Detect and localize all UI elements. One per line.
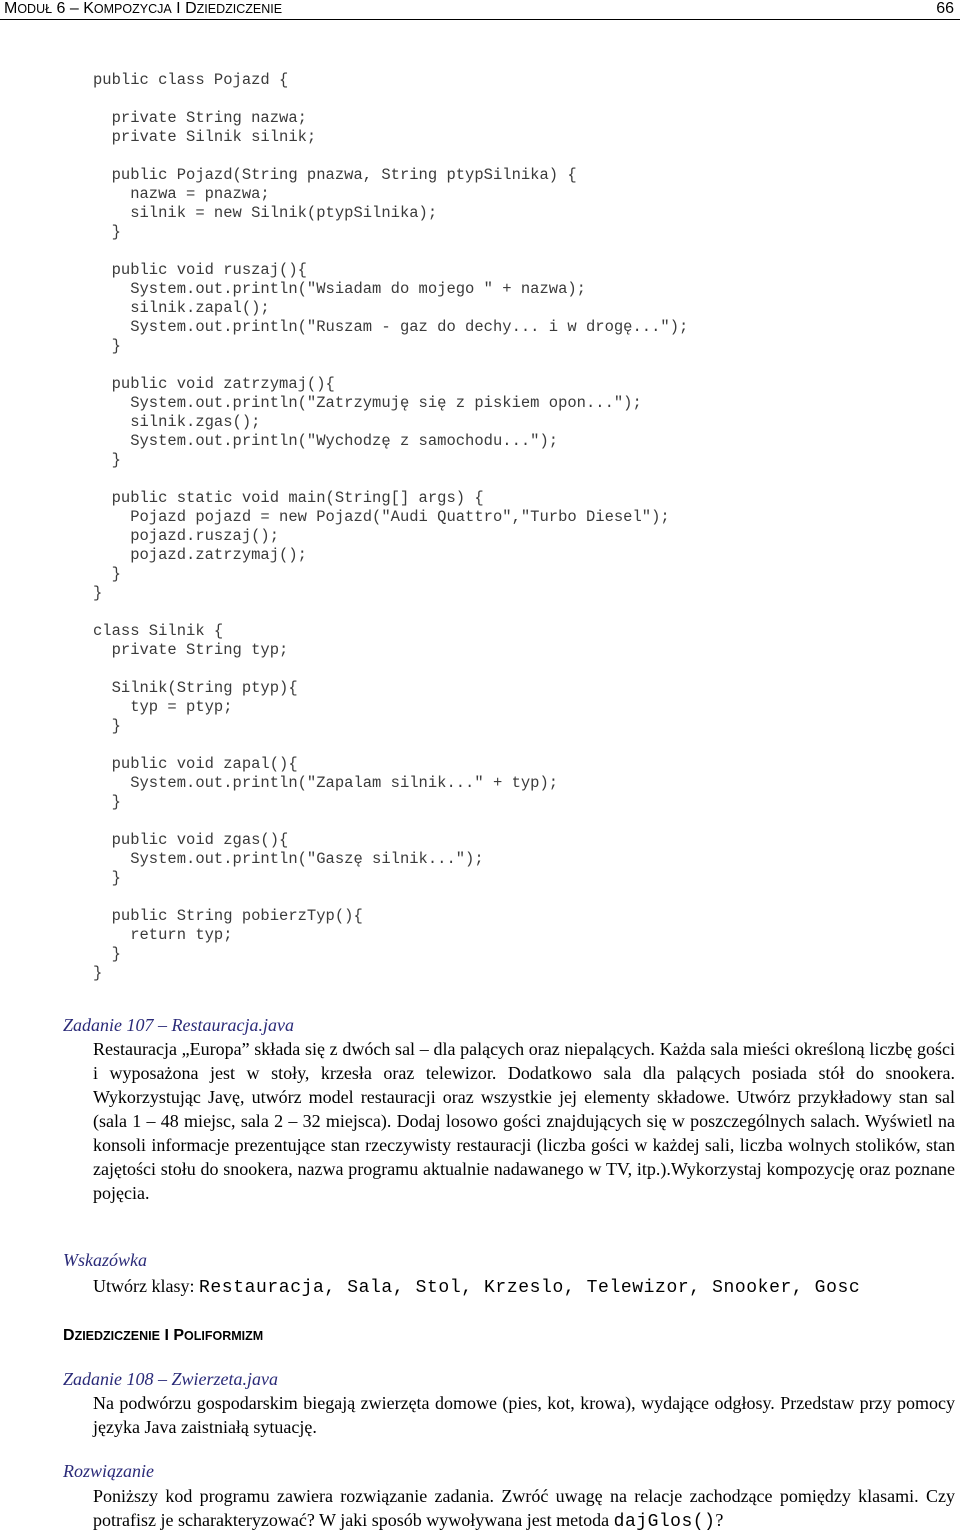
code-line: } xyxy=(93,451,121,469)
code-line: Pojazd pojazd = new Pojazd("Audi Quattro","Turbo Diesel"); xyxy=(93,508,670,526)
module-title: MODUŁ 6 – KOMPOZYCJA I DZIEDZICZENIE xyxy=(4,0,283,17)
code-line xyxy=(93,736,688,755)
code-line: System.out.println("Gaszę silnik..."); xyxy=(93,850,484,868)
hint-prefix: Utwórz klasy: xyxy=(93,1276,199,1296)
code-line xyxy=(93,603,688,622)
task-108-body: Na podwórzu gospodarskim biegają zwierzęta domowe (pies, kot, krowa), wydające odgłosy. Przedstaw przy pomocy języka Java zaistniałą sytuację. xyxy=(93,1393,955,1437)
method-name: dajGlos() xyxy=(613,1512,716,1532)
code-line: } xyxy=(93,337,121,355)
code-line xyxy=(93,147,688,166)
header-rule xyxy=(0,19,960,20)
hint-class-list: Restauracja, Sala, Stol, Krzeslo, Telewizor, Snooker, Gosc xyxy=(198,1278,861,1298)
solution-text: Poniższy kod programu zawiera rozwiązanie zadania. Zwróć uwagę na relacje zachodzące pomiędzy klasami. Czy potrafisz je scharakteryzować? W jaki sposób wywoływana jest metoda xyxy=(93,1486,955,1530)
code-line: } xyxy=(93,584,103,602)
code-line: System.out.println("Wsiadam do mojego " + nazwa); xyxy=(93,280,586,298)
code-line: private String typ; xyxy=(93,641,289,659)
code-line: System.out.println("Wychodzę z samochodu..."); xyxy=(93,432,559,450)
page-header xyxy=(0,0,960,20)
code-line: public static void main(String[] args) { xyxy=(93,489,484,507)
code-line: silnik.zgas(); xyxy=(93,413,261,431)
code-block xyxy=(93,71,688,983)
task-107-body: Restauracja „Europa” składa się z dwóch sal – dla palących oraz niepalących. Każda sala mieści określoną liczbę gości i wyposażona jest w stoły, krzesła oraz telewizor. Dodatkowo sala dla palących posiada stół do snookera. Wykorzystując Javę, utwórz model restauracji oraz wszystkie jej elementy składowe. Utwórz przykładowy stan sal (sala 1 – 48 miejsc, sala 2 – 32 miejsca). Dodaj losowo gości znajdujących się w poszczególnych salach. Wyświetl na konsoli informacje prezentujące stan rzeczywisty restauracji (liczba gości w każdej sali, liczba wolnych stolików, stan zajętości stołu do snookera, nazwa programu aktualnie nadawanego w TV, itp.).Wykorzystaj kompozycję oraz poznane pojęcia. xyxy=(93,1039,955,1203)
code-line: public class Pojazd { xyxy=(93,71,289,89)
code-line: pojazd.ruszaj(); xyxy=(93,527,280,545)
code-line: class Silnik { xyxy=(93,622,224,640)
code-line: } xyxy=(93,964,103,982)
code-line: } xyxy=(93,717,121,735)
code-line: nazwa = pnazwa; xyxy=(93,185,270,203)
code-line: public void zgas(){ xyxy=(93,831,289,849)
task-108-title: Zadanie 108 – Zwierzeta.java xyxy=(63,1369,278,1389)
code-line: silnik.zapal(); xyxy=(93,299,270,317)
code-line xyxy=(93,356,688,375)
solution-title: Rozwiązanie xyxy=(63,1461,155,1481)
code-line: typ = ptyp; xyxy=(93,698,233,716)
code-line: pojazd.zatrzymaj(); xyxy=(93,546,307,564)
code-line: } xyxy=(93,793,121,811)
code-line: public void zapal(){ xyxy=(93,755,298,773)
code-line xyxy=(93,470,688,489)
code-line: System.out.println("Ruszam - gaz do dechy... i w drogę..."); xyxy=(93,318,689,336)
code-line: } xyxy=(93,223,121,241)
code-line: System.out.println("Zatrzymuję się z piskiem opon..."); xyxy=(93,394,642,412)
code-line: } xyxy=(93,945,121,963)
section-heading: DZIEDZICZENIE I POLIFORMIZM xyxy=(63,1327,264,1344)
code-line: System.out.println("Zapalam silnik..." + typ); xyxy=(93,774,559,792)
code-line: public void zatrzymaj(){ xyxy=(93,375,335,393)
code-line: private String nazwa; xyxy=(93,109,307,127)
code-line: Silnik(String ptyp){ xyxy=(93,679,298,697)
code-line: } xyxy=(93,869,121,887)
solution-text-end: ? xyxy=(715,1510,724,1530)
page-number: 66 xyxy=(936,0,954,17)
code-line: public void ruszaj(){ xyxy=(93,261,307,279)
code-line xyxy=(93,242,688,261)
code-line: silnik = new Silnik(ptypSilnika); xyxy=(93,204,438,222)
task-107-title: Zadanie 107 – Restauracja.java xyxy=(63,1015,294,1035)
code-line xyxy=(93,888,688,907)
code-line: public String pobierzTyp(){ xyxy=(93,907,363,925)
code-line: private Silnik silnik; xyxy=(93,128,317,146)
code-line: public Pojazd(String pnazwa, String ptypSilnika) { xyxy=(93,166,577,184)
hint-title: Wskazówka xyxy=(63,1250,147,1270)
code-line: return typ; xyxy=(93,926,233,944)
code-line xyxy=(93,90,688,109)
code-line: } xyxy=(93,565,121,583)
code-line xyxy=(93,812,688,831)
code-line xyxy=(93,660,688,679)
hint-line xyxy=(93,1274,860,1300)
solution-body xyxy=(93,1484,955,1534)
